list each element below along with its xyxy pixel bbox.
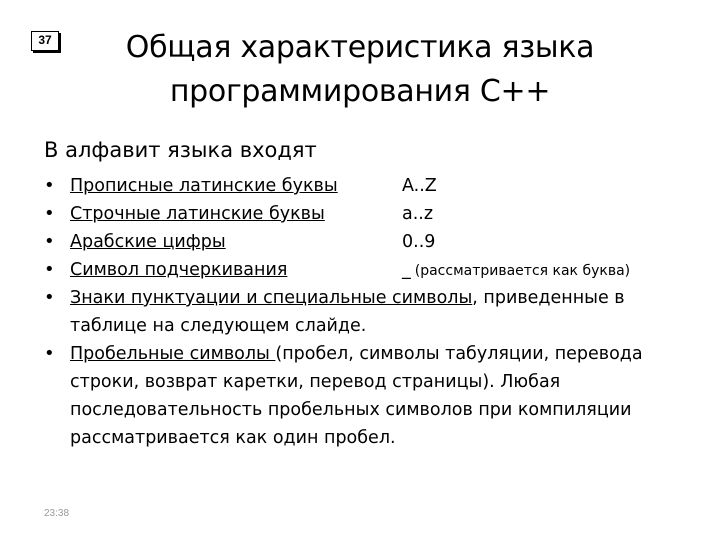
bullet-icon: • xyxy=(44,203,55,224)
item-value-container xyxy=(402,256,630,285)
bullet-icon: • xyxy=(44,259,55,280)
item-label: Арабские цифры xyxy=(70,232,226,252)
bullet-icon: • xyxy=(44,231,55,252)
list-item xyxy=(44,256,674,284)
slide-title xyxy=(100,26,620,114)
alphabet-list xyxy=(44,172,674,452)
list-item xyxy=(44,200,674,228)
item-label: Строчные латинские буквы xyxy=(70,204,325,224)
intro-text: В алфавит языка входят xyxy=(44,138,317,162)
slide-number-badge: 37 xyxy=(31,31,59,51)
item-value: A..Z xyxy=(402,176,437,196)
item-label: Прописные латинские буквы xyxy=(70,176,338,196)
whitespace-paragraph xyxy=(70,340,670,452)
bullet-icon: • xyxy=(44,287,55,308)
punctuation-paragraph xyxy=(70,284,670,340)
item-label: Символ подчеркивания xyxy=(70,260,288,280)
item-value: a..z xyxy=(402,204,434,224)
item-note: (рассматривается как буква) xyxy=(414,263,631,279)
punctuation-label: Знаки пунктуации и специальные символы xyxy=(70,288,473,308)
title-line-2: программирования С++ xyxy=(169,74,551,109)
whitespace-label: Пробельные символы xyxy=(70,344,276,364)
item-value: 0..9 xyxy=(402,232,436,252)
bullet-icon: • xyxy=(44,175,55,196)
list-item xyxy=(44,284,674,340)
list-item xyxy=(44,340,674,452)
item-value: _ xyxy=(402,260,411,280)
title-line-1: Общая характеристика языка xyxy=(125,30,595,65)
footer-timestamp: 23:38 xyxy=(44,508,70,519)
whitespace-text: (пробел, символы табуляции, перевода строки, возврат каретки, перевод страницы). Любая последовательность пробельных символов при компиляции рассматривается как один пробел. xyxy=(70,344,643,448)
bullet-icon: • xyxy=(44,343,55,364)
list-item xyxy=(44,228,674,256)
list-item xyxy=(44,172,674,200)
punctuation-text: , приведенные в таблице на следующем слайде. xyxy=(70,288,625,336)
